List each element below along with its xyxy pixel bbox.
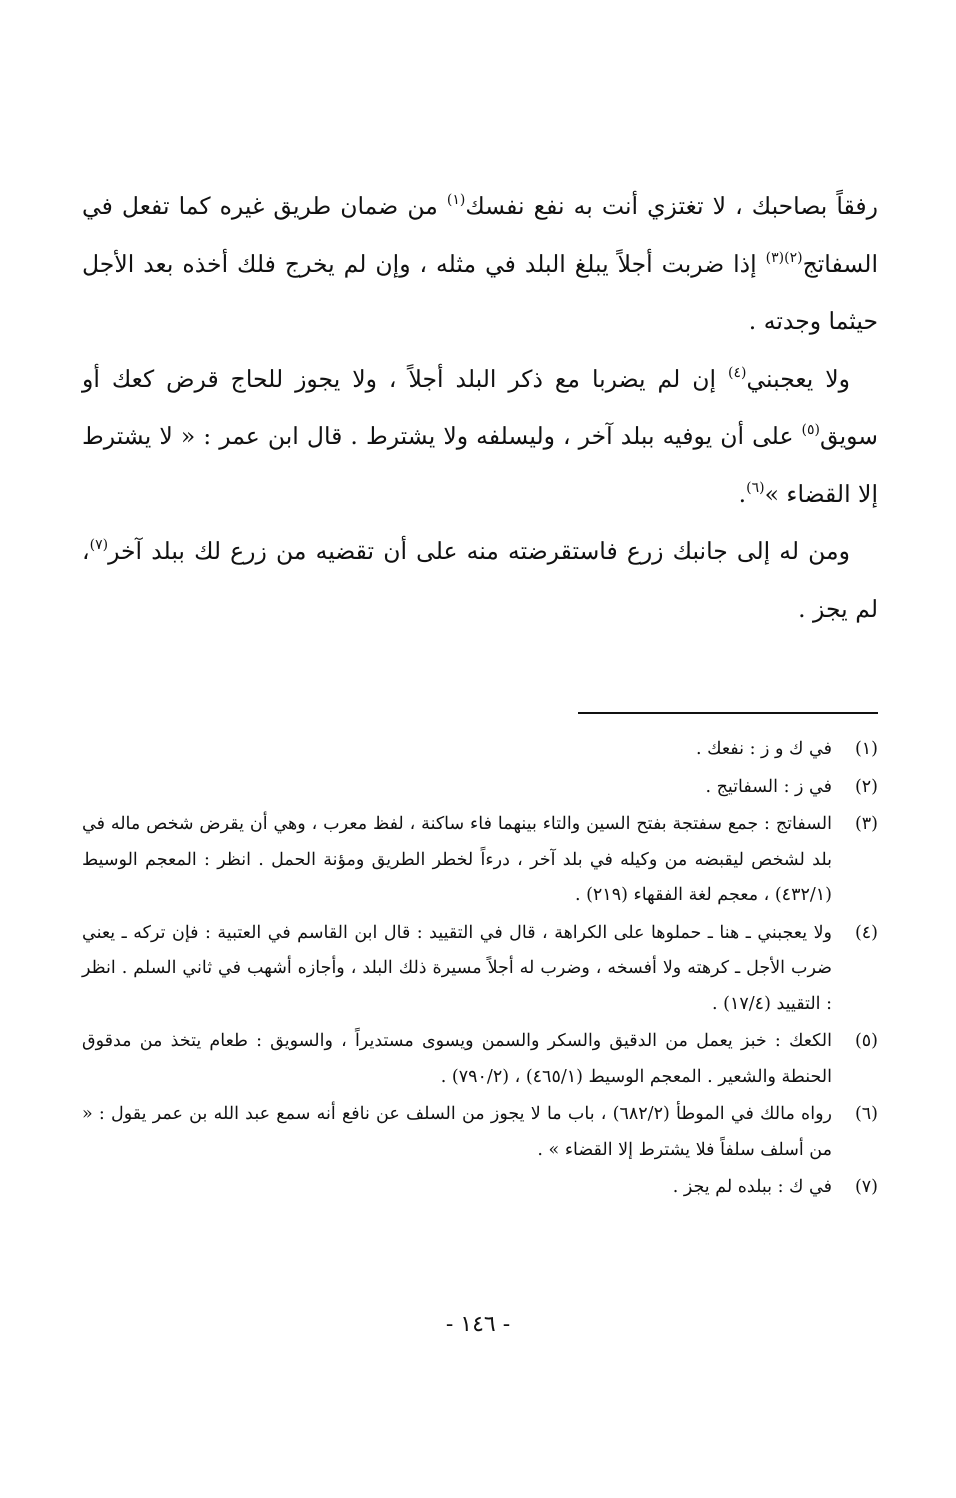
main-text	[82, 178, 878, 638]
paragraph-2-part-b: إن لم يضربا مع ذكر البلد أجلاً ، ولا يجوز للحاج قرض كعك أو سويق	[82, 364, 878, 450]
footnote-text: الكعك : خبز يعمل من الدقيق والسكر والسمن ويسوى مستديراً ، والسويق : طعام يتخذ من مدقوق الحنطة والشعير . المعجم الوسيط (٤٦٥/١) ، (٧٩٠/٢) .	[82, 1031, 832, 1087]
footnote-ref-2-3[interactable]: (٢)(٣)	[765, 249, 803, 266]
footnote-1	[82, 732, 878, 768]
paragraph-1-part-c: إذا ضربت أجلاً يبلغ البلد في مثله ، وإن لم يخرج فلك أخذه بعد الأجل حيثما وجدته .	[82, 249, 878, 335]
footnote-7	[82, 1170, 878, 1206]
footnote-number: (٢)	[854, 776, 878, 797]
footnote-text: السفاتج : جمع سفتجة بفتح السين والتاء بينهما فاء ساكنة ، لفظ معرب ، وهي أن يقرض شخص ماله في بلد لشخص ليقبضه من وكيله في بلد آخر ، درءاً لخطر الطريق ومؤنة الحمل . انظر : المعجم الوسيط (٤٣٢/١) ، معجم لغة الفقهاء (٢١٩) .	[82, 814, 832, 905]
footnote-text: ولا يعجبني ـ هنا ـ حملوها على الكراهة ، قال في التقييد : قال ابن القاسم في العتبية : فإن تركه ـ يعني ضرب الأجل ـ كرهته ولا أفسخه ، وضرب له أجلاً مسيرة ذلك البلد ، وأجازه أشهب في ثاني السلم . انظر : التقييد (١٧/٤) .	[82, 922, 832, 1014]
footnote-3	[82, 807, 878, 914]
footnote-text: في ك : ببلده لم يجز .	[672, 1177, 832, 1197]
footnote-number: (١)	[854, 739, 878, 759]
paragraph-2-part-c: على أن يوفيه ببلد آخر ، وليسلفه ولا يشترط . قال ابن عمر : « لا يشترط إلا القضاء »	[82, 422, 878, 508]
footnote-number: (٦)	[854, 1104, 878, 1124]
page-number: - ١٤٦ -	[445, 1312, 511, 1337]
footnote-number: (٧)	[854, 1177, 878, 1197]
footnote-text: في ك و ز : نفعك .	[695, 739, 832, 759]
footnote-ref-7[interactable]: (٧)	[89, 537, 109, 553]
footnote-5	[82, 1024, 878, 1095]
paragraph-2	[82, 351, 878, 524]
footnote-text: رواه مالك في الموطأ (٦٨٢/٢) ، باب ما لا يجوز من السلف عن نافع أنه سمع عبد الله بن عمر يقول : « من أسلف سلفاً فلا يشترط إلا القضاء » .	[82, 1104, 832, 1160]
paragraph-2-part-a: ولا يعجبني	[746, 364, 850, 393]
footnote-number: (٥)	[854, 1031, 878, 1051]
footnote-number: (٤)	[854, 922, 878, 943]
footnote-divider	[578, 712, 878, 714]
paragraph-1-part-a: رفقاً بصاحبك ، لا تغتزي أنت به نفع نفسك	[465, 192, 878, 220]
paragraph-3-part-b: ، لم يجز .	[82, 537, 878, 623]
footnote-text: في ز : السفاتيج .	[705, 776, 832, 797]
footnote-2	[82, 770, 878, 806]
paragraph-1	[82, 178, 878, 351]
paragraph-3	[82, 523, 878, 638]
footnote-6	[82, 1097, 878, 1168]
paragraph-3-part-a: ومن له إلى جانبك زرع فاستقرضته منه على أن تقضيه من زرع لك ببلد آخر	[108, 537, 850, 565]
footnote-ref-6[interactable]: (٦)	[746, 479, 765, 496]
footnote-ref-1[interactable]: (١)	[446, 192, 466, 208]
footnote-number: (٣)	[854, 814, 878, 834]
footnote-4	[82, 916, 878, 1023]
paragraph-2-part-d: .	[738, 479, 747, 508]
footnote-ref-5[interactable]: (٥)	[801, 422, 821, 438]
footnotes	[82, 732, 878, 1208]
paragraph-1-part-b: من ضمان طريق غيره كما تفعل في السفاتج	[82, 192, 878, 278]
footnote-ref-4[interactable]: (٤)	[728, 364, 747, 381]
